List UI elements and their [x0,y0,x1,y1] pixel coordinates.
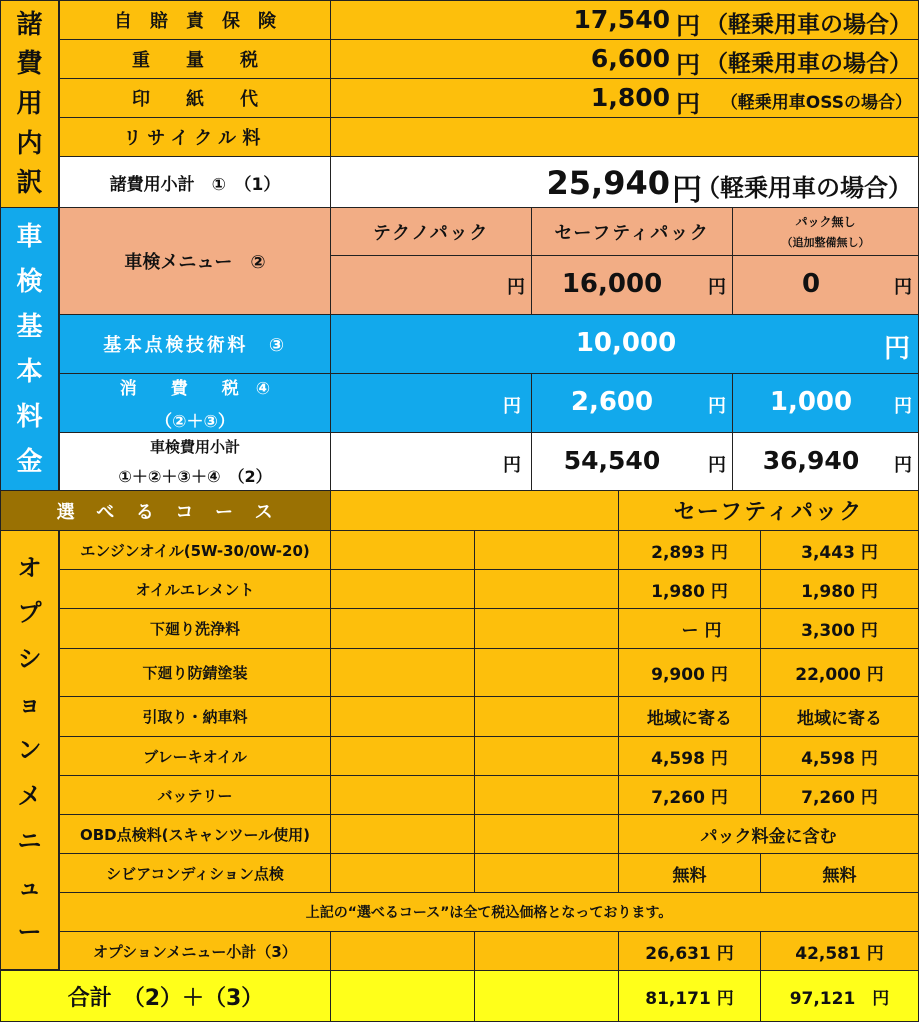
option-label: 下廻り洗浄料 [59,608,331,649]
option-value-1: 1,980 円 [618,569,761,609]
option-blank-cell [330,775,475,815]
fees-subtotal-note: （軽乗用車の場合） [696,174,912,202]
option-blank-cell [474,530,619,570]
total-label: 合計 （2）＋（3） [0,970,331,1022]
fee-label-inshidai: 印 紙 代 [59,78,331,118]
option-value-1: 地域に寄る [618,696,761,737]
options-subtotal-value-2: 42,581 円 [760,931,919,971]
course-label: 選 べ る コ ー ス [0,490,331,531]
options-heading-char: ョ [17,690,42,719]
fee-unit: 円 [676,90,700,118]
basic-subtotal-amount: 36,940 [762,446,860,475]
fee-note: （軽乗用車OSSの場合） [720,93,912,113]
basic-subtotal-formula: ①＋②＋③＋④ （2） [118,467,272,486]
option-blank-cell [330,853,475,893]
option-blank-cell [474,814,619,854]
options-section-heading [0,530,59,970]
option-label: オイルエレメント [59,569,331,609]
tech-fee-unit: 円 [883,334,910,364]
tax-unit: 円 [503,396,521,417]
options-heading-char: シ [17,644,42,673]
option-label: バッテリー [59,775,331,815]
tax-label-cell [59,373,331,433]
option-blank-cell [330,736,475,776]
tech-fee-amount: 10,000 [575,328,677,358]
option-blank-cell [474,736,619,776]
sibia-label: シビアコンディション点検 [59,853,331,893]
fees-subtotal-amount: 25,940 [546,164,670,202]
option-blank-cell [474,608,619,649]
tax-amount: 1,000 [769,387,853,417]
course-pack: セーフティパック [618,490,919,531]
basic-heading-char: 本 [16,356,43,387]
option-blank-cell [330,569,475,609]
tax-label: 消 費 税 ④ [119,379,271,399]
option-value-2: 3,300 円 [760,608,919,649]
tax-value-none [732,373,919,433]
menu-label: 車検メニュー ② [59,207,331,315]
options-heading-char: ニ [17,827,42,856]
option-value-1: ー 円 [618,608,761,649]
fee-label-recycle: リサイクル料 [59,117,331,157]
option-value-2: 地域に寄る [760,696,919,737]
tax-formula: （②＋③） [155,412,235,432]
menu-value-techno [330,255,532,315]
options-heading-char: ー [17,918,42,947]
option-label: 下廻り防錆塗装 [59,648,331,697]
option-value-2: 1,980 円 [760,569,919,609]
option-blank-cell [474,648,619,697]
total-value-2: 97,121 円 [760,970,919,1022]
tax-unit: 円 [708,396,726,417]
total-blank-cell [474,970,619,1022]
tech-fee-label: 基本点検技術料 ③ [59,314,331,374]
pack-none-label: パック無し [795,215,856,229]
options-heading-char: プ [17,599,42,628]
basic-subtotal-label: 車検費用小計 [149,438,240,456]
option-value-1: 9,900 円 [618,648,761,697]
option-value-2: 7,260 円 [760,775,919,815]
fee-value-juryozei [330,39,919,79]
options-heading-char: ュ [17,872,42,901]
menu-value-safety [531,255,733,315]
option-blank-cell [330,530,475,570]
fee-amount: 6,600 [590,44,670,73]
fees-subtotal-unit: 円 [672,173,702,208]
menu-amount: 16,000 [561,269,663,299]
options-heading-char: ン [17,735,42,764]
fees-section-heading [0,0,59,208]
fee-value-jibaiseki [330,0,919,40]
basic-subtotal-unit: 円 [503,455,521,476]
sibia-value-2: 無料 [760,853,919,893]
basic-heading-char: 金 [16,446,43,477]
options-subtotal-value-1: 26,631 円 [618,931,761,971]
option-blank-cell [474,853,619,893]
tax-amount: 2,600 [570,387,654,417]
menu-amount: 0 [801,269,821,299]
tax-value-safety [531,373,733,433]
tech-fee-value [330,314,919,374]
options-subtotal-label: オプションメニュー小計（3） [59,931,331,971]
basic-subtotal-unit: 円 [708,455,726,476]
fee-label-juryozei: 重 量 税 [59,39,331,79]
pack-header-none [732,207,919,256]
basic-heading-char: 車 [16,221,43,252]
total-blank-cell [330,970,475,1022]
fee-value-recycle [330,117,919,157]
obd-label: OBD点検料(スキャンツール使用) [59,814,331,854]
fee-note: （軽乗用車の場合） [705,12,912,38]
option-value-1: 2,893 円 [618,530,761,570]
course-blank [330,490,619,531]
tax-included-note: 上記の“選べるコース”は全て税込価格となっております。 [59,892,919,932]
basic-subtotal-label-cell [59,432,331,491]
fee-amount: 1,800 [590,83,670,112]
options-heading-char: メ [17,781,42,810]
option-blank-cell [330,931,475,971]
option-label: ブレーキオイル [59,736,331,776]
pack-header-techno: テクノパック [330,207,532,256]
option-label: エンジンオイル(5W-30/0W-20) [59,530,331,570]
option-blank-cell [474,569,619,609]
option-blank-cell [330,814,475,854]
sibia-value-1: 無料 [618,853,761,893]
option-blank-cell [474,696,619,737]
menu-unit: 円 [708,277,726,298]
basic-subtotal-techno [330,432,532,491]
menu-unit: 円 [507,277,525,298]
total-value-1: 81,171 円 [618,970,761,1022]
menu-value-none [732,255,919,315]
option-value-1: 7,260 円 [618,775,761,815]
basic-heading-char: 検 [16,266,43,297]
fees-heading-char: 費 [16,49,43,80]
fee-unit: 円 [676,51,700,79]
menu-unit: 円 [894,277,912,298]
obd-value: パック料金に含む [618,814,919,854]
pack-none-sub: （追加整備無し） [781,236,870,249]
fee-value-inshidai [330,78,919,118]
fee-unit: 円 [676,12,700,40]
option-blank-cell [330,608,475,649]
fees-heading-char: 用 [16,88,43,119]
fees-heading-char: 訳 [16,168,43,199]
option-value-2: 3,443 円 [760,530,919,570]
option-label: 引取り・納車料 [59,696,331,737]
basic-subtotal-none [732,432,919,491]
basic-subtotal-unit: 円 [894,455,912,476]
fees-subtotal-value [330,156,919,208]
option-value-2: 4,598 円 [760,736,919,776]
option-blank-cell [474,931,619,971]
fee-label-jibaiseki: 自 賠 責 保 険 [59,0,331,40]
fees-heading-char: 内 [16,128,43,159]
pack-header-safety: セーフティパック [531,207,733,256]
options-heading-char: オ [17,553,42,582]
option-blank-cell [330,648,475,697]
option-blank-cell [474,775,619,815]
fees-subtotal-label: 諸費用小計 ① （1） [59,156,331,208]
option-value-2: 22,000 円 [760,648,919,697]
fee-note: （軽乗用車の場合） [705,51,912,77]
fee-amount: 17,540 [573,5,670,34]
option-value-1: 4,598 円 [618,736,761,776]
basic-section-heading [0,207,59,491]
tax-value-techno [330,373,532,433]
basic-subtotal-amount: 54,540 [563,446,661,475]
fees-heading-char: 諸 [16,9,43,40]
option-blank-cell [330,696,475,737]
basic-heading-char: 料 [16,401,43,432]
basic-heading-char: 基 [16,311,43,342]
tax-unit: 円 [894,396,912,417]
basic-subtotal-safety [531,432,733,491]
